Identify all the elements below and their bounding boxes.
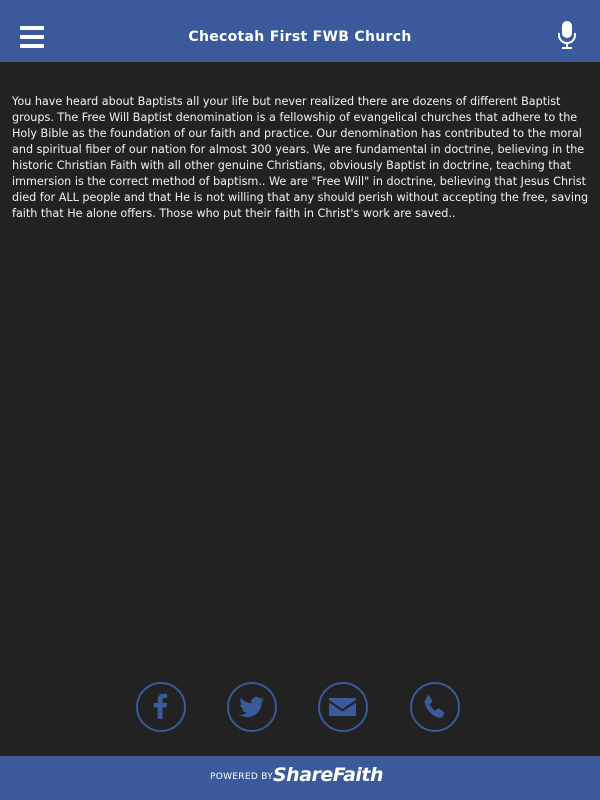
social-links bbox=[0, 682, 600, 738]
about-text: You have heard about Baptists all your life but never realized there are dozens of different Baptist groups. The Free Will Baptist denomination is a fellowship of evangelical churches that adhere to the Holy Bible as the foundation of our faith and practice. Our denomination has contributed to the moral and spiritual fiber of our nation for almost 300 years. We are fundamental in doctrine, believing in the historic Christian Faith with all other genuine Christians, obviously Baptist in doctrine, teaching that immersion is the correct method of baptism.. We are "Free Will" in doctrine, believing that Jesus Christ died for ALL people and that He is not willing that any should perish without accepting the free, saving faith that He alone offers. Those who put their faith in Christ's work are saved.. bbox=[12, 95, 589, 220]
page-title: Checotah First FWB Church bbox=[188, 29, 412, 45]
email-icon[interactable] bbox=[318, 682, 368, 732]
app-footer bbox=[0, 756, 600, 800]
sharefaith-logo[interactable] bbox=[273, 764, 383, 786]
powered-by-label: POWERED BY bbox=[210, 772, 274, 782]
microphone-icon[interactable] bbox=[556, 20, 578, 50]
phone-icon[interactable] bbox=[410, 682, 460, 732]
twitter-icon[interactable] bbox=[227, 682, 277, 732]
brand-left: Share bbox=[273, 764, 333, 786]
brand-right: Faith bbox=[332, 764, 384, 786]
app-header bbox=[0, 0, 600, 62]
facebook-icon[interactable] bbox=[136, 682, 186, 732]
